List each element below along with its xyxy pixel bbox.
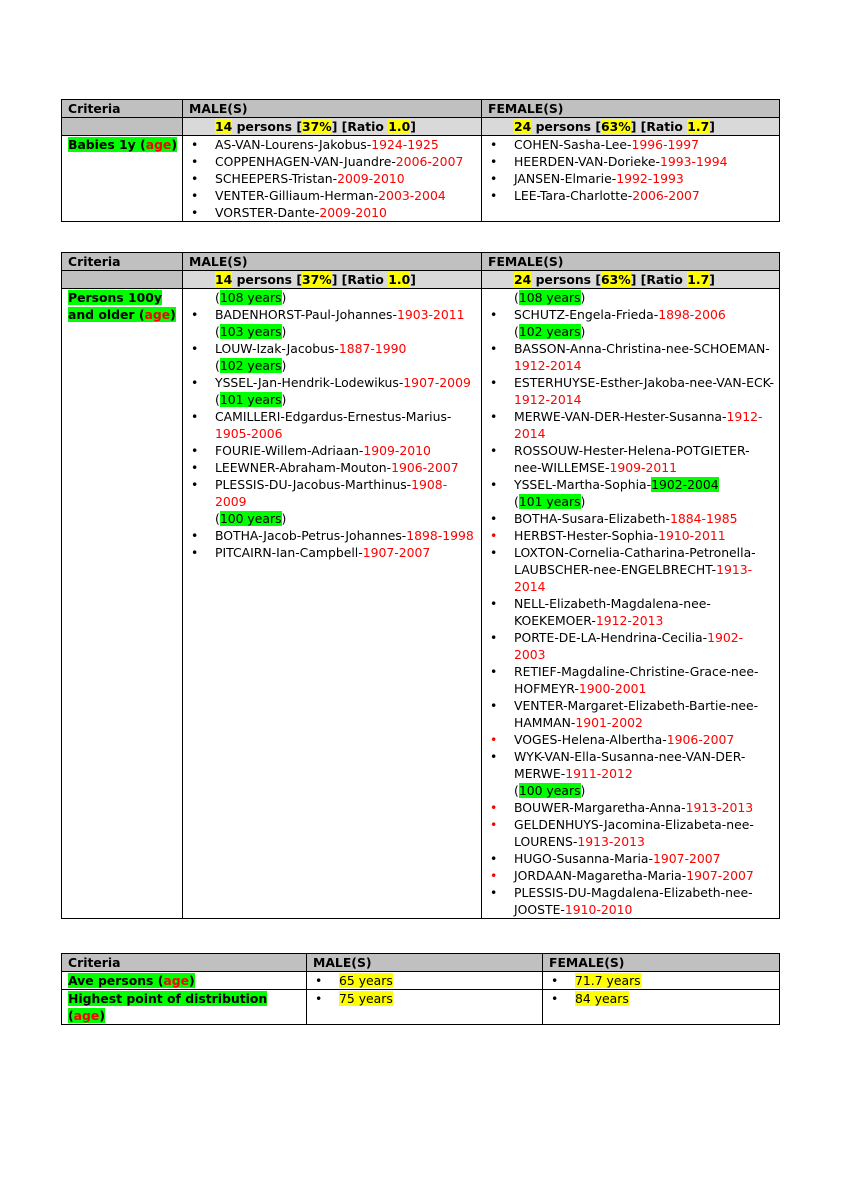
person-item	[488, 340, 774, 374]
female-summary: 24 persons [63%] [Ratio 1.7]	[482, 271, 780, 289]
person-name: VENTER-Gilliaum-Herman-	[215, 188, 379, 203]
person-years: 1887-1990	[338, 341, 407, 356]
age-label: (101 years)	[215, 392, 287, 407]
female-list	[488, 136, 774, 204]
person-years: 1907-2009	[403, 375, 471, 390]
person-item	[189, 204, 476, 221]
person-item	[488, 306, 774, 323]
person-item	[488, 153, 774, 170]
person-name: VORSTER-Dante-	[215, 205, 320, 220]
person-name: HERBST-Hester-Sophia-	[514, 528, 659, 543]
female-ave-value: 71.7 years	[575, 973, 641, 988]
person-name: COHEN-Sasha-Lee-	[514, 137, 632, 152]
criteria-header: Criteria	[62, 100, 183, 118]
person-name: BASSON-Anna-Christina-nee-SCHOEMAN-	[514, 341, 770, 356]
person-years: 1906-2007	[391, 460, 459, 475]
criteria-ave: Ave persons (age)	[62, 972, 307, 990]
person-item	[189, 374, 476, 391]
person-years: 1912-2014	[514, 358, 582, 373]
age-label: (100 years)	[215, 511, 287, 526]
person-years: 1901-2002	[575, 715, 643, 730]
person-item	[488, 697, 774, 731]
person-name: MERWE-VAN-DER-Hester-Susanna-	[514, 409, 727, 424]
person-years: 1908-2009	[215, 477, 448, 509]
male-summary: 14 persons [37%] [Ratio 1.0]	[183, 271, 482, 289]
person-item	[189, 442, 476, 459]
person-name: BADENHORST-Paul-Johannes-	[215, 307, 397, 322]
person-name: VOGES-Helena-Albertha-	[514, 732, 667, 747]
person-name: ESTERHUYSE-Esther-Jakoba-nee-VAN-ECK-	[514, 375, 774, 390]
person-name: HEERDEN-VAN-Dorieke-	[514, 154, 660, 169]
person-years: 1898-2006	[658, 307, 726, 322]
person-years: 1924-1925	[371, 137, 439, 152]
male-header: MALE(S)	[307, 954, 543, 972]
male-header: MALE(S)	[183, 100, 482, 118]
person-name: BOTHA-Susara-Elizabeth-	[514, 511, 671, 526]
header-row	[62, 100, 780, 118]
person-item	[189, 340, 476, 357]
age-label: (102 years)	[215, 358, 287, 373]
person-years: 1912-2013	[595, 613, 664, 628]
age-label: (100 years)	[514, 783, 586, 798]
person-name: LEE-Tara-Charlotte-	[514, 188, 633, 203]
person-years: 1907-2007	[362, 545, 431, 560]
age-label: (108 years)	[215, 290, 287, 305]
person-item	[488, 867, 774, 884]
age-label: (101 years)	[514, 494, 586, 509]
female-header: FEMALE(S)	[482, 253, 780, 271]
person-years: 2009-2010	[319, 205, 387, 220]
person-name: PLESSIS-DU-Magdalena-Elizabeth-nee-JOOSTE-	[514, 885, 753, 917]
person-name: PITCAIRN-Ian-Campbell-	[215, 545, 363, 560]
person-item	[488, 629, 774, 663]
person-item	[189, 527, 476, 544]
averages-table	[61, 953, 780, 1025]
person-name: GELDENHUYS-Jacomina-Elizabeta-nee-LOURENS-	[514, 817, 754, 849]
person-years: 1913-2013	[685, 800, 754, 815]
person-name: SCHUTZ-Engela-Frieda-	[514, 307, 659, 322]
person-name: PORTE-DE-LA-Hendrina-Cecilia-	[514, 630, 708, 645]
age-label: (102 years)	[514, 324, 586, 339]
person-item	[189, 306, 476, 323]
person-name: JANSEN-Elmarie-	[514, 171, 617, 186]
person-item	[488, 476, 774, 493]
person-item	[189, 408, 476, 442]
person-years: 1905-2006	[215, 426, 283, 441]
person-years: 1993-1994	[659, 154, 728, 169]
highest-point-row	[62, 990, 780, 1025]
babies-row	[62, 136, 780, 222]
person-name: FOURIE-Willem-Adriaan-	[215, 443, 364, 458]
person-name: WYK-VAN-Ella-Susanna-nee-VAN-DER-MERWE-	[514, 749, 746, 781]
person-name: RETIEF-Magdaline-Christine-Grace-nee-HOFMEYR-	[514, 664, 759, 696]
person-years: 1910-2010	[564, 902, 633, 917]
person-item	[488, 748, 774, 782]
person-years: 1903-2011	[396, 307, 465, 322]
person-years: 1907-2007	[652, 851, 721, 866]
person-name: AS-VAN-Lourens-Jakobus-	[215, 137, 372, 152]
person-name: BOUWER-Margaretha-Anna-	[514, 800, 686, 815]
person-name: ROSSOUW-Hester-Helena-POTGIETER-nee-WILLEMSE-	[514, 443, 750, 475]
person-years: 1898-1998	[406, 528, 474, 543]
criteria-babies: Babies 1y (age)	[62, 136, 183, 222]
person-name: VENTER-Margaret-Elizabeth-Bartie-nee-HAMMAN-	[514, 698, 759, 730]
person-years: 1992-1993	[616, 171, 684, 186]
person-item	[488, 510, 774, 527]
person-years: 1884-1985	[670, 511, 738, 526]
person-years: 1910-2011	[658, 528, 726, 543]
person-years: 2003-2004	[378, 188, 446, 203]
person-years: 2006-2007	[632, 188, 700, 203]
female-summary: 24 persons [63%] [Ratio 1.7]	[482, 118, 780, 136]
person-years: 2009-2010	[337, 171, 405, 186]
criteria-header: Criteria	[62, 253, 183, 271]
person-name: LOUW-Izak-Jacobus-	[215, 341, 339, 356]
male-list	[189, 136, 476, 221]
person-years: 1906-2007	[666, 732, 735, 747]
person-item	[488, 187, 774, 204]
person-item	[488, 595, 774, 629]
person-years: 1913-2013	[577, 834, 645, 849]
person-name: YSSEL-Martha-Sophia-	[514, 477, 652, 492]
person-years: 1911-2012	[565, 766, 633, 781]
person-name: JORDAAN-Magaretha-Maria-	[514, 868, 687, 883]
person-years: 1902-2003	[514, 630, 744, 662]
person-name: HUGO-Susanna-Maria-	[514, 851, 653, 866]
person-years: 1909-2011	[609, 460, 678, 475]
person-item	[488, 527, 774, 544]
male-list	[189, 289, 476, 561]
person-item	[488, 816, 774, 850]
person-item	[189, 153, 476, 170]
male-highest-value: 75 years	[339, 991, 393, 1006]
person-name: COPPENHAGEN-VAN-Juandre-	[215, 154, 396, 169]
person-item	[189, 544, 476, 561]
person-name: PLESSIS-DU-Jacobus-Marthinus-	[215, 477, 412, 492]
person-item	[488, 408, 774, 442]
person-years: 1909-2010	[363, 443, 431, 458]
person-years: 1900-2001	[578, 681, 647, 696]
babies-table	[61, 99, 780, 222]
person-item	[488, 663, 774, 697]
person-name: SCHEEPERS-Tristan-	[215, 171, 338, 186]
header-row	[62, 954, 780, 972]
female-list	[488, 289, 774, 918]
person-years: 1996-1997	[631, 137, 700, 152]
age-label: (108 years)	[514, 290, 586, 305]
person-years: 1907-2007	[686, 868, 754, 883]
female-header: FEMALE(S)	[482, 100, 780, 118]
person-item	[189, 476, 476, 510]
person-years: 1913-2014	[514, 562, 753, 594]
person-years: 1902-2004	[651, 477, 719, 492]
criteria-header: Criteria	[62, 954, 307, 972]
person-item	[488, 170, 774, 187]
person-name: LOXTON-Cornelia-Catharina-Petronella-LAUBSCHER-nee-ENGELBRECHT-	[514, 545, 756, 577]
person-item	[488, 884, 774, 918]
person-item	[488, 442, 774, 476]
person-item	[189, 187, 476, 204]
person-item	[488, 731, 774, 748]
criteria-centenarians: Persons 100y and older (age)	[62, 289, 183, 919]
person-years: 1912-2014	[514, 392, 582, 407]
header-row	[62, 253, 780, 271]
criteria-highest: Highest point of distribution (age)	[62, 990, 307, 1025]
summary-row	[62, 118, 780, 136]
male-ave-value: 65 years	[339, 973, 393, 988]
person-name: LEEWNER-Abraham-Mouton-	[215, 460, 392, 475]
person-item	[189, 170, 476, 187]
ave-persons-row	[62, 972, 780, 990]
centenarians-row	[62, 289, 780, 919]
female-header: FEMALE(S)	[543, 954, 780, 972]
age-label: (103 years)	[215, 324, 287, 339]
person-years: 1912-2014	[514, 409, 763, 441]
female-highest-value: 84 years	[575, 991, 629, 1006]
person-item	[488, 544, 774, 595]
male-summary: 14 persons [37%] [Ratio 1.0]	[183, 118, 482, 136]
person-name: CAMILLERI-Edgardus-Ernestus-Marius-	[215, 409, 452, 424]
person-name: BOTHA-Jacob-Petrus-Johannes-	[215, 528, 407, 543]
person-item	[488, 799, 774, 816]
summary-row	[62, 271, 780, 289]
person-item	[189, 459, 476, 476]
person-years: 2006-2007	[395, 154, 464, 169]
person-item	[189, 136, 476, 153]
centenarians-table	[61, 252, 780, 919]
person-item	[488, 374, 774, 408]
person-item	[488, 850, 774, 867]
person-item	[488, 136, 774, 153]
person-name: NELL-Elizabeth-Magdalena-nee-KOEKEMOER-	[514, 596, 711, 628]
male-header: MALE(S)	[183, 253, 482, 271]
person-name: YSSEL-Jan-Hendrik-Lodewikus-	[215, 375, 404, 390]
